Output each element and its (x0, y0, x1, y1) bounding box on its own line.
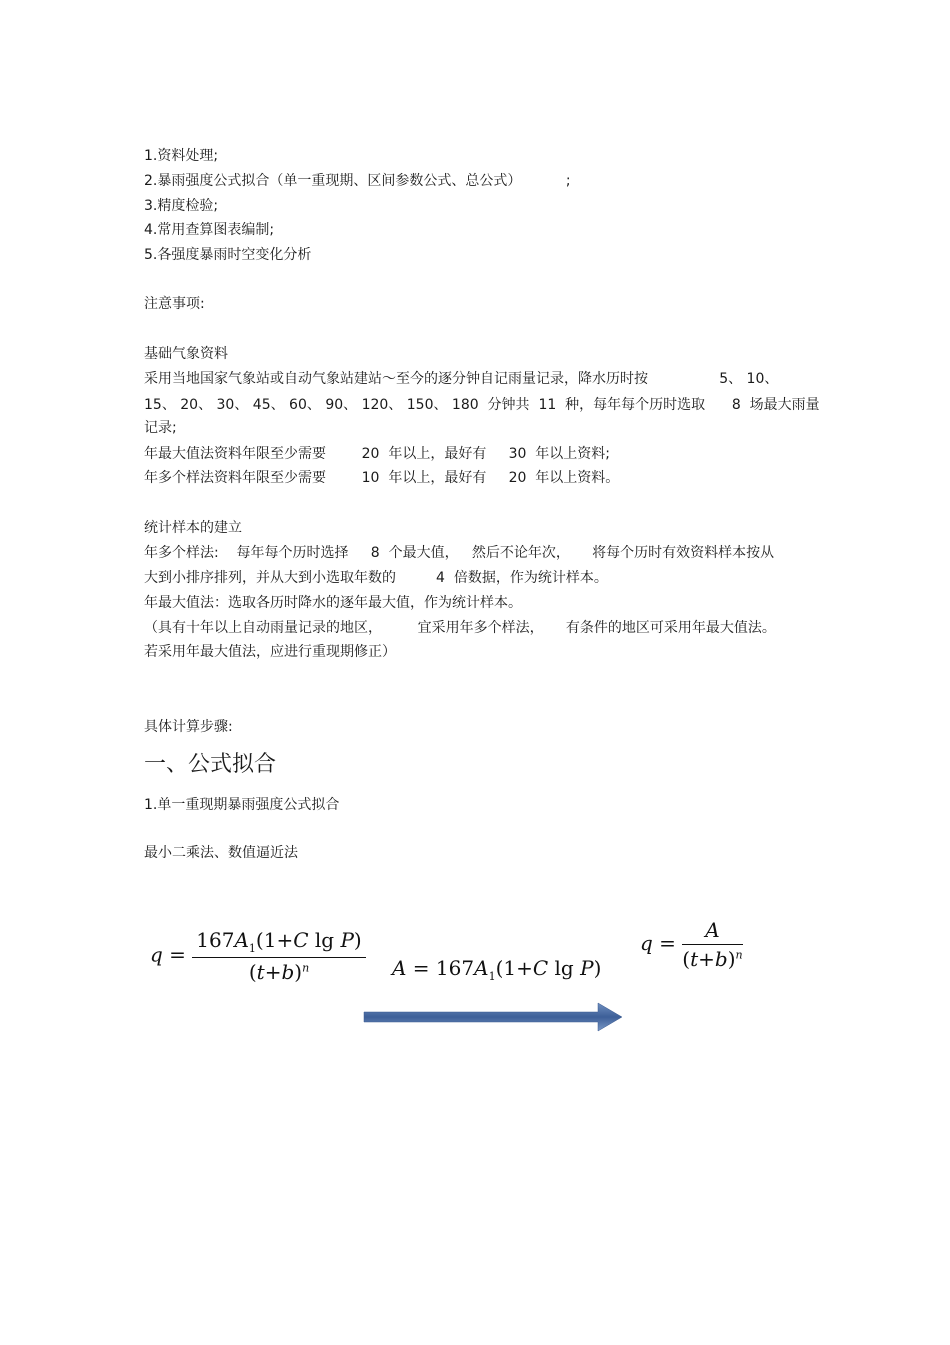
basic-data-line-3: 记录; (144, 420, 177, 436)
basic-data-line-5: 年多个样法资料年限至少需要 10 年以上，最好有 20 年以上资料。 (144, 470, 620, 486)
list-item-3: 3.精度检验; (144, 198, 219, 214)
formula-3-lhs: q = (640, 931, 676, 955)
formula-1-denominator: $(t+b)^n$ (248, 960, 310, 984)
formula-1-numerator: $167A_1(1+C$ lg P) (192, 928, 365, 958)
sample-line-2: 大到小排序排列，并从大到小选取年数的 4 倍数据，作为统计样本。 (144, 570, 608, 586)
sample-heading: 统计样本的建立 (144, 520, 242, 536)
notice-heading: 注意事项: (144, 296, 205, 312)
method-text: 最小二乘法、数值逼近法 (144, 845, 298, 861)
list-item-1: 1.资料处理; (144, 148, 219, 164)
sample-line-4: （具有十年以上自动雨量记录的地区， 宜采用年多个样法， 有条件的地区可采用年最大值法。 (144, 620, 776, 636)
basic-data-line-1: 采用当地国家气象站或自动气象站建站～至今的逐分钟自记雨量记录，降水历时按 5、 10、 (144, 371, 779, 387)
formula-intensity (150, 928, 366, 984)
list-item-2: 2.暴雨强度公式拟合（单一重现期、区间参数公式、总公式） ; (144, 173, 571, 189)
formula-1-lhs: q = (150, 942, 186, 967)
sample-line-1: 年多个样法: 每年每个历时选择 8 个最大值， 然后不论年次， 将每个历时有效资料样本按从 (144, 545, 775, 561)
formula-3-numerator: A (682, 918, 742, 945)
list-item-5: 5.各强度暴雨时空变化分析 (144, 247, 312, 263)
sample-line-3: 年最大值法：选取各历时降水的逐年最大值，作为统计样本。 (144, 595, 522, 611)
formula-a-definition: $A = 167A_1(1+C$ lg P) (392, 956, 602, 983)
basic-data-line-2: 15、 20、 30、 45、 60、 90、 120、 150、 180 分钟共 11 种，每年每个历时选取 8 场最大雨量 (144, 397, 820, 413)
formula-simplified (640, 918, 743, 971)
section-title: 一、公式拟合 (144, 752, 277, 777)
list-item-4: 4.常用查算图表编制; (144, 222, 275, 238)
basic-data-line-4: 年最大值法资料年限至少需要 20 年以上，最好有 30 年以上资料; (144, 446, 610, 462)
subsection-title: 1.单一重现期暴雨强度公式拟合 (144, 797, 340, 813)
right-arrow-icon (360, 1000, 630, 1036)
sample-line-5: 若采用年最大值法，应进行重现期修正） (144, 644, 396, 660)
basic-data-heading: 基础气象资料 (144, 346, 228, 362)
steps-heading: 具体计算步骤: (144, 719, 233, 735)
formula-3-denominator: $(t+b)^n$ (682, 947, 743, 971)
